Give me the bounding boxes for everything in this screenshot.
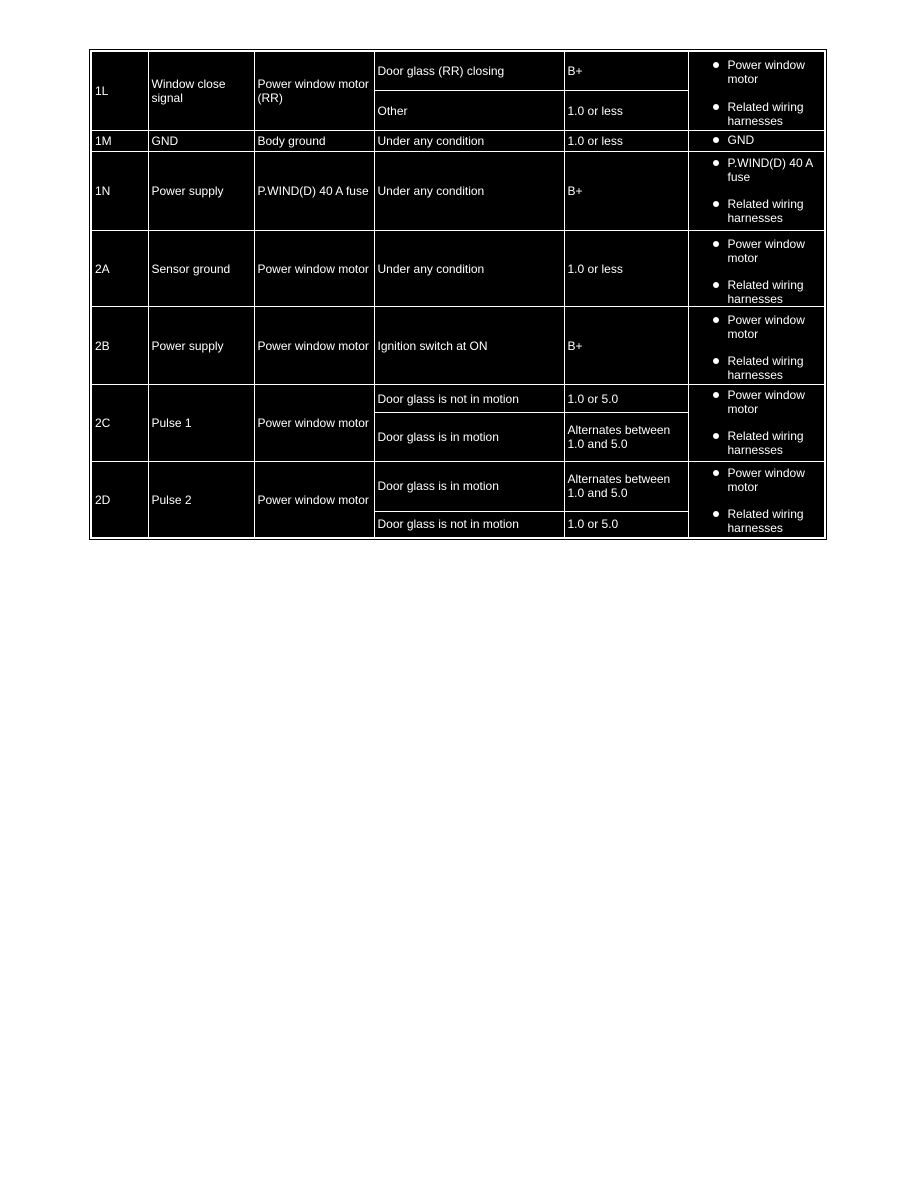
inspection-item-label: Related wiring harnesses	[727, 354, 804, 382]
bullet-icon	[713, 282, 719, 288]
inspection-item	[689, 133, 825, 147]
voltage-value-cell: 1.0 or less	[564, 131, 688, 152]
inspection-item	[689, 156, 825, 184]
table-row	[91, 307, 825, 385]
inspection-item-label: Related wiring harnesses	[727, 429, 804, 457]
inspection-item	[689, 313, 825, 341]
inspection-items-cell	[688, 131, 825, 152]
voltage-value-cell: B+	[564, 51, 688, 91]
terminal-cell: 2B	[91, 307, 148, 385]
measurement-condition-cell: Under any condition	[374, 131, 564, 152]
connected-to-cell: Power window motor	[254, 462, 374, 539]
voltage-value-cell: B+	[564, 152, 688, 231]
inspection-item	[689, 388, 825, 416]
inspection-item	[689, 466, 825, 494]
inspection-list	[689, 152, 825, 230]
connected-to-cell: Power window motor	[254, 307, 374, 385]
bullet-icon	[713, 160, 719, 166]
table-row	[91, 462, 825, 512]
measurement-condition-cell: Door glass is not in motion	[374, 511, 564, 538]
inspection-list	[689, 307, 825, 384]
measurement-condition-cell: Under any condition	[374, 231, 564, 307]
inspection-item	[689, 429, 825, 457]
table-row	[91, 231, 825, 307]
signal-name-cell: Sensor ground	[148, 231, 254, 307]
connected-to-cell: Power window motor	[254, 385, 374, 462]
inspection-item-label: Power window motor	[727, 237, 805, 265]
bullet-icon	[713, 470, 719, 476]
terminal-cell: 1L	[91, 51, 148, 131]
terminal-cell: 1N	[91, 152, 148, 231]
inspection-list	[689, 462, 825, 537]
measurement-condition-cell: Ignition switch at ON	[374, 307, 564, 385]
bullet-icon	[713, 511, 719, 517]
signal-name-cell: Power supply	[148, 152, 254, 231]
bullet-icon	[713, 358, 719, 364]
inspection-item-label: Related wiring harnesses	[727, 197, 804, 225]
measurement-condition-cell: Door glass is in motion	[374, 462, 564, 512]
measurement-condition-cell: Door glass is not in motion	[374, 385, 564, 413]
inspection-item	[689, 507, 825, 535]
signal-name-cell: GND	[148, 131, 254, 152]
inspection-list	[689, 131, 825, 151]
inspection-item	[689, 100, 825, 128]
inspection-item-label: GND	[727, 133, 755, 147]
voltage-value-cell: Alternates between 1.0 and 5.0	[564, 413, 688, 462]
inspection-item	[689, 58, 825, 86]
bullet-icon	[713, 104, 719, 110]
inspection-list	[689, 385, 825, 461]
table-row	[91, 51, 825, 91]
signal-name-cell: Window close signal	[148, 51, 254, 131]
inspection-item-label: P.WIND(D) 40 A fuse	[727, 156, 813, 184]
bullet-icon	[713, 137, 719, 143]
inspection-item-label: Power window motor	[727, 313, 805, 341]
inspection-item	[689, 278, 825, 306]
signal-name-cell: Power supply	[148, 307, 254, 385]
inspection-items-cell	[688, 462, 825, 539]
bullet-icon	[713, 317, 719, 323]
bullet-icon	[713, 201, 719, 207]
inspection-item	[689, 354, 825, 382]
voltage-value-cell: 1.0 or 5.0	[564, 385, 688, 413]
terminal-cell: 1M	[91, 131, 148, 152]
connected-to-cell: P.WIND(D) 40 A fuse	[254, 152, 374, 231]
inspection-items-cell	[688, 51, 825, 131]
inspection-item-label: Power window motor	[727, 388, 805, 416]
signal-name-cell: Pulse 2	[148, 462, 254, 539]
voltage-value-cell: 1.0 or less	[564, 91, 688, 131]
inspection-item-label: Power window motor	[727, 58, 805, 86]
inspection-items-cell	[688, 307, 825, 385]
terminal-cell: 2A	[91, 231, 148, 307]
voltage-value-cell: Alternates between 1.0 and 5.0	[564, 462, 688, 512]
terminal-cell: 2C	[91, 385, 148, 462]
connected-to-cell: Body ground	[254, 131, 374, 152]
voltage-value-cell: B+	[564, 307, 688, 385]
inspection-list	[689, 231, 825, 306]
inspection-item-label: Related wiring harnesses	[727, 278, 804, 306]
measurement-condition-cell: Other	[374, 91, 564, 131]
inspection-item	[689, 237, 825, 265]
measurement-condition-cell: Door glass is in motion	[374, 413, 564, 462]
bullet-icon	[713, 392, 719, 398]
bullet-icon	[713, 241, 719, 247]
inspection-item-label: Related wiring harnesses	[727, 507, 804, 535]
terminal-cell: 2D	[91, 462, 148, 539]
inspection-item-label: Related wiring harnesses	[727, 100, 804, 128]
inspection-list	[689, 52, 825, 130]
bullet-icon	[713, 433, 719, 439]
table-row	[91, 385, 825, 413]
connected-to-cell: Power window motor	[254, 231, 374, 307]
voltage-value-cell: 1.0 or less	[564, 231, 688, 307]
inspection-items-cell	[688, 231, 825, 307]
measurement-condition-cell: Door glass (RR) closing	[374, 51, 564, 91]
bullet-icon	[713, 62, 719, 68]
terminal-voltage-table	[90, 50, 826, 539]
table-row	[91, 152, 825, 231]
measurement-condition-cell: Under any condition	[374, 152, 564, 231]
table-row	[91, 131, 825, 152]
signal-name-cell: Pulse 1	[148, 385, 254, 462]
connected-to-cell: Power window motor (RR)	[254, 51, 374, 131]
inspection-items-cell	[688, 152, 825, 231]
inspection-item	[689, 197, 825, 225]
inspection-items-cell	[688, 385, 825, 462]
voltage-value-cell: 1.0 or 5.0	[564, 511, 688, 538]
inspection-item-label: Power window motor	[727, 466, 805, 494]
